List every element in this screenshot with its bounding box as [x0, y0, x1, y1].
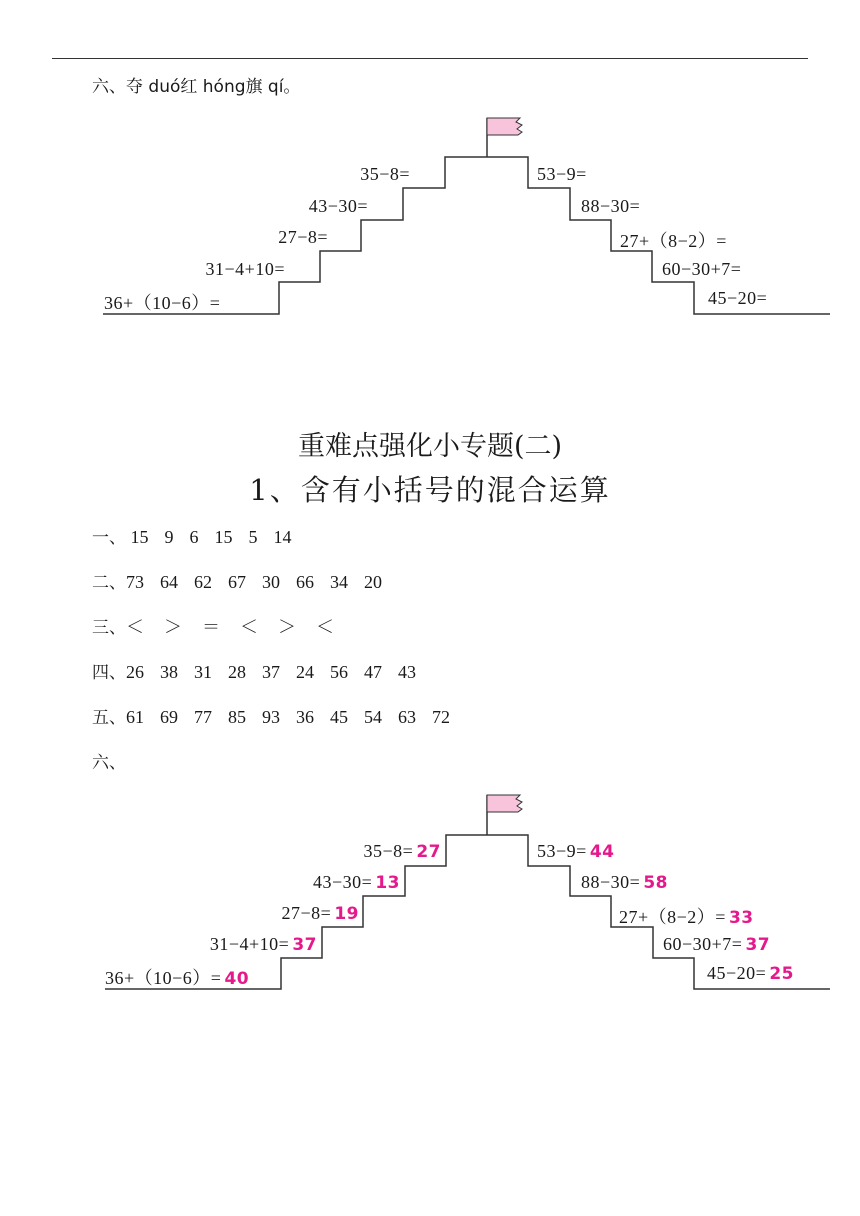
answer-value: 56 [330, 662, 348, 682]
answer-row-5 [92, 703, 466, 728]
answer-value: 61 [126, 707, 144, 727]
answer-value: ＜ [316, 617, 334, 637]
answer-value: ＞ [278, 617, 296, 637]
stair-left-4: 31−4+10= [205, 259, 285, 279]
answer-row-6 [92, 748, 126, 773]
equation: 27−8= [281, 903, 332, 923]
equation: 53−9= [537, 841, 587, 861]
answer-value: 69 [160, 707, 178, 727]
answer-row-4 [92, 658, 432, 683]
answer-value: 37 [262, 662, 280, 682]
stair-left-2: 43−30= [308, 196, 368, 216]
equation: 36+（10−6）= [105, 968, 222, 988]
stair-right-1 [537, 841, 614, 862]
stair-right-2: 88−30= [581, 196, 641, 216]
stair-left-3: 27−8= [278, 227, 328, 247]
answer: 13 [375, 873, 400, 893]
stair-right-3 [619, 903, 754, 929]
answer-value: 38 [160, 662, 178, 682]
answer-value: 64 [160, 572, 178, 592]
question-6-title: 六、夺 duó红 hóng旗 qí。 [92, 77, 301, 97]
answer-value: 28 [228, 662, 246, 682]
answer-value: 67 [228, 572, 246, 592]
answer: 40 [224, 969, 250, 989]
answer-value: 45 [330, 707, 348, 727]
answer: 44 [589, 842, 615, 862]
answer-value: 6 [189, 527, 199, 547]
equation: 88−30= [581, 872, 641, 892]
stair-right-3: 27+（8−2）= [620, 231, 727, 251]
answer-value: 15 [130, 527, 149, 547]
stair-right-1: 53−9= [537, 164, 587, 184]
stair-left-5: 36+（10−6）= [104, 293, 221, 313]
answer-row-label: 五、 [92, 708, 126, 728]
answer: 25 [769, 964, 794, 984]
answer-value: 20 [364, 572, 382, 592]
answer-value: 14 [273, 527, 292, 547]
stair-left-1: 35−8= [360, 164, 410, 184]
equation: 43−30= [313, 872, 373, 892]
answer-value: 85 [228, 707, 246, 727]
stair-left-1 [364, 841, 441, 862]
answer-row-3 [92, 613, 350, 639]
equation: 60−30+7= [663, 934, 743, 954]
stair-right-2 [581, 872, 668, 893]
answer-value: ＜ [126, 617, 144, 637]
answer-value: 47 [364, 662, 382, 682]
answer-values [126, 527, 308, 547]
equation: 45−20= [707, 963, 767, 983]
answer-value: 36 [296, 707, 314, 727]
answer-value: ＝ [202, 617, 220, 637]
answer: 37 [292, 935, 317, 955]
section-subtitle: 1、含有小括号的混合运算 [249, 473, 611, 507]
answer: 27 [416, 842, 441, 862]
answer-value: ＞ [164, 617, 182, 637]
answer-value: 5 [248, 527, 258, 547]
answer-value: 43 [398, 662, 416, 682]
answer-value: 15 [214, 527, 233, 547]
answer-value: 77 [194, 707, 212, 727]
stair-left-5 [105, 964, 249, 990]
stair-right-5: 45−20= [708, 288, 768, 308]
answer-value: 72 [432, 707, 450, 727]
answer-row-label: 三、 [92, 618, 126, 638]
answer-value: 31 [194, 662, 212, 682]
answer-value: 62 [194, 572, 212, 592]
answer-value: 66 [296, 572, 314, 592]
top-rule [52, 58, 808, 59]
stair-right-4: 60−30+7= [662, 259, 742, 279]
red-flag-icon [487, 118, 522, 135]
answer-value: 73 [126, 572, 144, 592]
answer-row-label: 六、 [92, 753, 126, 773]
answer-row-label: 二、 [92, 573, 126, 593]
equation: 35−8= [363, 841, 414, 861]
answer: 58 [643, 873, 668, 893]
stair-left-4 [210, 934, 317, 955]
answer: 37 [745, 935, 771, 955]
answer-value: ＜ [240, 617, 258, 637]
answer-row-label: 一、 [92, 528, 126, 548]
equation: 27+（8−2）= [619, 907, 726, 927]
answer: 19 [334, 904, 359, 924]
stair-right-5 [707, 963, 794, 984]
red-flag-icon [487, 795, 522, 812]
answer: 33 [728, 908, 754, 928]
section-title: 重难点强化小专题(二) [297, 431, 563, 462]
answer-value: 63 [398, 707, 416, 727]
stair-right-4 [663, 934, 770, 955]
answer-value: 9 [164, 527, 174, 547]
answer-value: 34 [330, 572, 348, 592]
stair-left-2 [313, 872, 400, 893]
answer-value: 30 [262, 572, 280, 592]
answer-row-2 [92, 568, 398, 593]
answer-row-1 [92, 523, 308, 548]
answer-row-label: 四、 [92, 663, 126, 683]
answer-value: 54 [364, 707, 382, 727]
equation: 31−4+10= [209, 934, 290, 954]
answer-value: 26 [126, 662, 144, 682]
stair-left-3 [282, 903, 359, 924]
answer-value: 93 [262, 707, 280, 727]
answer-value: 24 [296, 662, 314, 682]
